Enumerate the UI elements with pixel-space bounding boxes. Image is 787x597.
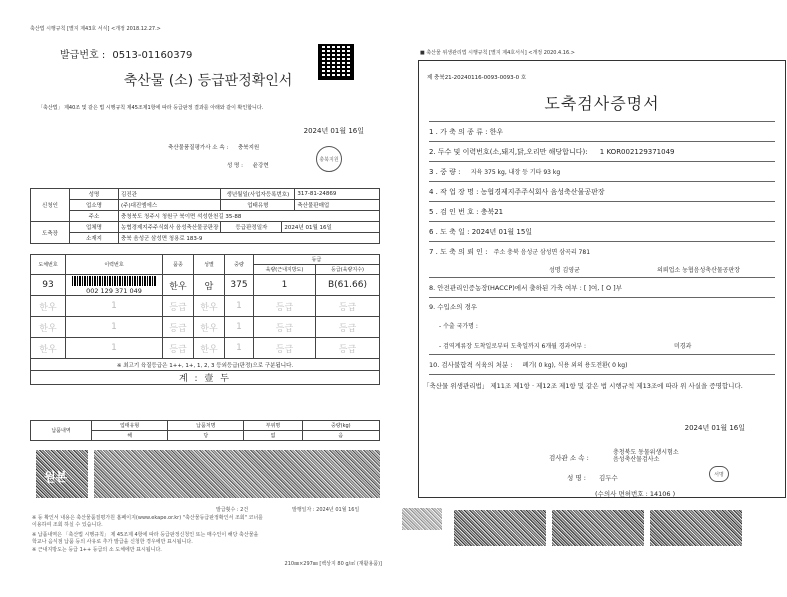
slaughterhouse-name-label: 업체명: [70, 222, 119, 233]
void-text: 1: [66, 317, 163, 338]
col-weight: 중량: [225, 255, 254, 275]
void-text: 한우: [194, 296, 225, 317]
issue-number: 0513-01160379: [112, 50, 193, 61]
disposal-row: [429, 360, 775, 369]
void-text: 등급: [254, 338, 316, 359]
license-number: (수의사 면허번호 : 14106 ): [595, 490, 676, 498]
biz-type-label: 업태유형: [221, 200, 295, 211]
footnote: ※ 등 확인서 내용은 축산물품질평가원 홈페이지(www.ekape.or.kr) "축산물등급판정확인서 조회" 코너를: [32, 515, 264, 521]
divider: [429, 277, 775, 278]
item-value: 충북21: [480, 208, 504, 216]
void-text: 1: [225, 317, 254, 338]
item-value: 한우: [489, 128, 504, 136]
void-row: [31, 338, 380, 359]
divider: [429, 297, 775, 298]
void-text: 한우: [31, 338, 66, 359]
void-row: [31, 296, 380, 317]
void-text: 1: [225, 296, 254, 317]
col-sex: 성별: [194, 255, 225, 275]
inspector-name-label: 성 명 :: [227, 163, 243, 169]
weight: 375: [225, 275, 254, 296]
company-value: (주)대진엠에스: [119, 200, 221, 211]
footnote: ※ 근내지방도는 등급 1++ 등급의 소 도체에만 표시됩니다.: [32, 547, 162, 553]
delivery-value: 음: [302, 431, 379, 441]
applicant-label: 신청인: [31, 189, 70, 222]
void-text: 등급: [254, 296, 316, 317]
grading-table: [30, 254, 380, 385]
inspector-name-row: [227, 161, 269, 169]
office-value: 충청북도 동물위생시험소 음성축산물검사소: [613, 449, 679, 463]
paper-spec: 210㎜×297㎜ [백상지 80 g/㎡ (재활용품)]: [284, 561, 382, 567]
delivery-col-part: 부위명: [244, 421, 302, 431]
delivery-value: 없: [244, 431, 302, 441]
grading-date: 2024년 01월 16일: [282, 222, 380, 233]
item-label: 3 . 중 량 :: [429, 168, 461, 176]
delivery-col-weight: 중량(kg): [302, 421, 379, 431]
inspector-org-label: 축산물품질평가사 소 속 :: [168, 145, 229, 151]
export-country: - 수출 국가명 :: [439, 323, 478, 330]
company-label: 업소명: [70, 200, 119, 211]
total-count: 계 : 壹 두: [31, 371, 380, 385]
item-species: [429, 127, 775, 137]
statement: 「축산물 위생관리법」 제11조 제1항 · 제12조 제1항 및 같은 법 시행규칙 제13조에 따라 위 사실을 증명합니다.: [423, 382, 743, 390]
col-carcass-no: 도체번호: [31, 255, 66, 275]
item-value: 1 KOR002129371049: [599, 148, 675, 156]
item-label: 4 . 작 업 장 명 :: [429, 188, 479, 196]
inspector-org: [168, 143, 259, 151]
slaughterhouse-addr-label: 소재지: [70, 233, 119, 244]
item-workplace: [429, 187, 775, 197]
footnote: 이용하여 조회 하실 수 있습니다.: [32, 522, 103, 528]
col-marbling: 육량(근내지방도): [254, 265, 316, 275]
delivery-col-dest: 납품처명: [168, 421, 244, 431]
item-slaughter-date: [429, 227, 775, 237]
void-text: 한우: [194, 317, 225, 338]
divider: [429, 374, 775, 375]
void-text: 등급: [163, 296, 194, 317]
security-pattern: [552, 510, 644, 546]
void-text: 1: [66, 296, 163, 317]
footnote: ※ 납품내역은 「축산법 시행규칙」 제 45조제 4항에 따라 등급판정신청인 또는 매수인이 해당 축산물을: [32, 532, 259, 538]
trace-no: 002 129 371 049: [86, 287, 142, 295]
name-value: 김진관: [119, 189, 221, 200]
item-trace: [429, 147, 775, 157]
item-value: 농협경제지주주식회사 음성축산물공판장: [480, 188, 605, 196]
grade: B(61.66): [315, 275, 379, 296]
void-text: 1: [225, 338, 254, 359]
birth-value: 317-81-24869: [295, 189, 380, 200]
requester-corp: 의뢰업소 농협음성축산물공판장: [657, 267, 741, 274]
security-pattern: [402, 508, 442, 530]
slaughterhouse-label: 도축장: [31, 222, 70, 244]
applicant-table: [30, 188, 380, 244]
divider: [429, 354, 775, 355]
divider: [429, 181, 775, 182]
void-row: [31, 317, 380, 338]
divider: [429, 201, 775, 202]
inspector-name-label: 성 명 :: [567, 474, 586, 482]
void-text: 등급: [315, 296, 379, 317]
void-text: 한우: [31, 317, 66, 338]
void-text: 한우: [31, 296, 66, 317]
divider: [429, 161, 775, 162]
address-value: 충청북도 청주시 청원구 북이면 석성한천길 35-88: [119, 211, 380, 222]
trace-cell: [66, 275, 163, 296]
grading-certificate: [30, 22, 386, 570]
grading-date-label: 등급판정일자: [221, 222, 282, 233]
marbling: 1: [254, 275, 316, 296]
issue-date: 2024년 01월 16일: [303, 127, 364, 135]
item-value: 지육 375 kg, 내장 등 기타 93 kg: [470, 169, 561, 176]
intro-text: 「축산법」 제40조 및 같은 법 시행규칙 제45조제1항에 따라 등급판정 결과를 아래와 같이 확인합니다.: [38, 105, 264, 111]
inspector-name: 김두수: [599, 474, 618, 482]
address-label: 주소: [70, 211, 119, 222]
requester-name: 성명 김영균: [549, 267, 580, 274]
col-grade-group: 등급: [254, 255, 380, 265]
inspector-org-value: 충북지원: [237, 145, 260, 151]
right-regulation-note: ■ 축산물 위생관리법 시행규칙 [별지 제4호서식] <개정 2020.4.16.>: [420, 50, 575, 56]
divider: [429, 221, 775, 222]
col-grade: 등급(육량지수): [315, 265, 379, 275]
divider: [429, 121, 775, 122]
void-text: 1: [66, 338, 163, 359]
official-seal: 충북지원: [316, 146, 342, 172]
item-stamp-no: [429, 207, 775, 217]
delivery-label: 납품내역: [31, 421, 92, 441]
item-requester: [429, 247, 775, 257]
item-label: 2. 두수 및 이력번호(소,돼지,닭,오리만 해당합니다):: [429, 148, 588, 156]
item-value: 주소 충북 음성군 삼성면 삼곡리 781: [493, 249, 591, 256]
page-title: 축산물 (소) 등급판정확인서: [123, 73, 293, 89]
item-weight: [429, 167, 775, 177]
name-label: 성명: [70, 189, 119, 200]
void-text: 등급: [315, 317, 379, 338]
divider: [429, 141, 775, 142]
delivery-col-type: 업태유형: [92, 421, 168, 431]
slaughter-certificate: [418, 60, 786, 498]
signature-seal: 서명: [709, 466, 729, 482]
barcode-icon: [72, 276, 156, 286]
disposal-value: 폐기( 0 kg), 식용 외의 용도전환( 0 kg): [522, 362, 628, 369]
cert-number: 제 충북21-20240116-0093-0093-0 호: [427, 75, 527, 81]
issue-number-row: [60, 46, 192, 61]
item-label: 1 . 가 축 의 종 류 :: [429, 128, 488, 136]
void-text: 등급: [254, 317, 316, 338]
security-pattern: [650, 510, 742, 546]
birth-label: 생년월일(사업자등록번호): [221, 189, 295, 200]
regulation-note: 축산법 시행규칙 [별지 제43호 서식] <개정 2018.12.27.>: [30, 26, 161, 32]
item-label: 6 . 도 축 일 :: [429, 228, 470, 236]
original-stamp: 원본: [44, 470, 68, 484]
grade-note: ※ 최고기 육질등급은 1++, 1+, 1, 2, 3 등외등급(판정)으로 구분됩니다.: [31, 359, 380, 371]
quarantine-period: - 검역계류장 도착일로부터 도축일까지 6개월 경과여부 :: [439, 343, 586, 350]
void-text: 등급: [163, 338, 194, 359]
quarantine-period-value: 미경과: [674, 343, 692, 350]
page-title: 도축검사증명서: [544, 94, 660, 113]
issue-number-label: 발급번호 :: [60, 50, 106, 61]
security-pattern: [454, 510, 546, 546]
divider: [429, 241, 775, 242]
item-label: 5 . 검 인 번 호 :: [429, 208, 479, 216]
table-row: [31, 275, 380, 296]
issue-date: 2024년 01월 16일: [684, 424, 745, 432]
haccp-status: 8. 안전관리인증농장(HACCP)에서 출하된 가축 여부 : [ ]여, [ O ]부: [429, 284, 622, 292]
biz-type-value: 축산물판매업: [295, 200, 380, 211]
security-pattern: [94, 450, 380, 498]
delivery-table: [30, 420, 380, 441]
breed: 한우: [163, 275, 194, 296]
item-value: 2024년 01월 15일: [471, 228, 533, 236]
issue-count: 발급횟수 : 2건: [216, 507, 249, 513]
office-label: 검사관 소 속 :: [549, 454, 589, 462]
sex: 암: [194, 275, 225, 296]
slaughterhouse-addr: 충북 음성군 삼성면 청용로 183-9: [119, 233, 380, 244]
import-label: 9. 수입소의 경우: [429, 303, 478, 311]
void-text: 등급: [315, 338, 379, 359]
delivery-value: 해: [92, 431, 168, 441]
item-label: 7 . 도 축 의 뢰 인 :: [429, 248, 488, 256]
disposal-label: 10. 검사불합격 식육의 처분 :: [429, 361, 513, 369]
void-text: 등급: [163, 317, 194, 338]
slaughterhouse-name: 농협경제지주주식회사 음성축산물공판장: [119, 222, 221, 233]
footnote: 학교나 음식점 납품 등의 사유로 추가 발급을 신청한 경우에만 표시됩니다.: [32, 539, 193, 545]
void-text: 한우: [194, 338, 225, 359]
inspector-name: 윤강현: [252, 163, 269, 169]
col-trace-no: 이력번호: [66, 255, 163, 275]
delivery-value: 당: [168, 431, 244, 441]
issued-date: 발행일자 : 2024년 01월 16일: [292, 507, 360, 513]
col-breed: 품종: [163, 255, 194, 275]
carcass-no: 93: [31, 275, 66, 296]
